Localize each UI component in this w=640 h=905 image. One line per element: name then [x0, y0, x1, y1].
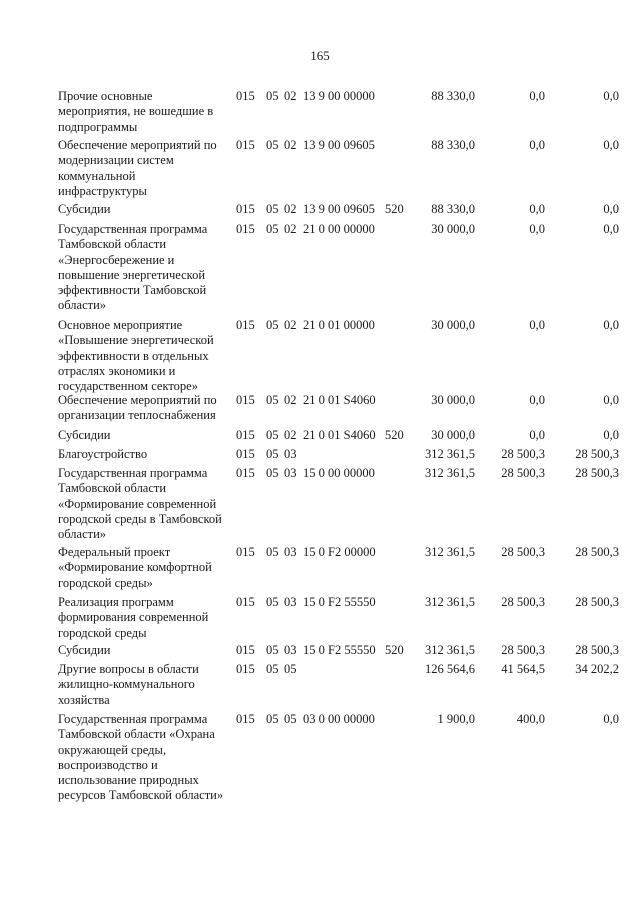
amount-year-1: 1 900,0 — [437, 712, 475, 726]
ministry-code: 015 — [236, 662, 255, 676]
amount-year-3: 0,0 — [603, 712, 619, 726]
subsection-code: 02 — [284, 222, 297, 236]
amount-year-1: 312 361,5 — [425, 447, 475, 461]
row-name-line: Основное мероприятие — [58, 318, 183, 332]
amount-year-2: 28 500,3 — [501, 643, 545, 657]
section-code: 05 — [266, 466, 279, 480]
row-name-line: Тамбовской области «Охрана — [58, 727, 215, 742]
target-article-code: 03 0 00 00000 — [303, 712, 375, 726]
section-code: 05 — [266, 393, 279, 407]
row-name — [58, 202, 236, 217]
section-code: 05 — [266, 447, 279, 461]
row-name-line: Федеральный проект — [58, 545, 171, 559]
amount-year-3: 0,0 — [603, 428, 619, 442]
amount-year-3: 28 500,3 — [575, 595, 619, 609]
amount-year-2: 41 564,5 — [501, 662, 545, 676]
row-name-line: коммунальной — [58, 168, 136, 183]
section-code: 05 — [266, 138, 279, 152]
row-name-line: Государственная программа — [58, 466, 208, 480]
amount-year-2: 0,0 — [529, 393, 545, 407]
row-name — [58, 712, 236, 804]
row-name-line: воспроизводство и — [58, 757, 158, 772]
amount-year-1: 30 000,0 — [431, 318, 475, 332]
target-article-code: 21 0 01 S4060 — [303, 428, 376, 442]
target-article-code: 15 0 00 00000 — [303, 466, 375, 480]
row-name — [58, 428, 236, 443]
row-name-line: формирования современной — [58, 610, 209, 625]
row-name-line: отраслях экономики и — [58, 363, 176, 378]
amount-year-1: 312 361,5 — [425, 466, 475, 480]
row-name-line: Государственная программа — [58, 712, 208, 726]
section-code: 05 — [266, 643, 279, 657]
section-code: 05 — [266, 662, 279, 676]
target-article-code: 21 0 00 00000 — [303, 222, 375, 236]
row-name-line: повышение энергетической — [58, 267, 206, 282]
subsection-code: 02 — [284, 318, 297, 332]
amount-year-3: 0,0 — [603, 89, 619, 103]
row-name-line: окружающей среды, — [58, 742, 167, 757]
amount-year-2: 0,0 — [529, 222, 545, 236]
section-code: 05 — [266, 428, 279, 442]
subsection-code: 03 — [284, 595, 297, 609]
row-name-line: модернизации систем — [58, 153, 174, 168]
row-name — [58, 662, 236, 708]
row-name-line: инфраструктуры — [58, 183, 147, 198]
row-name-line: подпрограммы — [58, 119, 138, 134]
section-code: 05 — [266, 712, 279, 726]
ministry-code: 015 — [236, 222, 255, 236]
expense-type-code: 520 — [385, 643, 404, 657]
expense-type-code: 520 — [385, 428, 404, 442]
target-article-code: 13 9 00 09605 — [303, 138, 375, 152]
ministry-code: 015 — [236, 545, 255, 559]
amount-year-1: 30 000,0 — [431, 222, 475, 236]
amount-year-1: 88 330,0 — [431, 138, 475, 152]
amount-year-3: 0,0 — [603, 138, 619, 152]
amount-year-3: 0,0 — [603, 318, 619, 332]
amount-year-2: 0,0 — [529, 89, 545, 103]
row-name-line: жилищно-коммунального — [58, 677, 195, 692]
ministry-code: 015 — [236, 712, 255, 726]
ministry-code: 015 — [236, 595, 255, 609]
row-name-line: городской среды в Тамбовской — [58, 511, 222, 526]
row-name-line: области» — [58, 298, 107, 313]
row-name-line: городской среды» — [58, 575, 153, 590]
amount-year-1: 312 361,5 — [425, 595, 475, 609]
ministry-code: 015 — [236, 466, 255, 480]
row-name-line: Реализация программ — [58, 595, 174, 609]
amount-year-3: 28 500,3 — [575, 643, 619, 657]
row-name-line: эффективности Тамбовской — [58, 283, 207, 298]
ministry-code: 015 — [236, 138, 255, 152]
target-article-code: 15 0 F2 55550 — [303, 595, 376, 609]
row-name — [58, 222, 236, 314]
ministry-code: 015 — [236, 202, 255, 216]
row-name — [58, 89, 236, 135]
amount-year-2: 400,0 — [516, 712, 545, 726]
row-name-line: Государственная программа — [58, 222, 208, 236]
section-code: 05 — [266, 318, 279, 332]
row-name-line: Другие вопросы в области — [58, 662, 199, 676]
subsection-code: 03 — [284, 643, 297, 657]
row-name — [58, 466, 236, 542]
ministry-code: 015 — [236, 643, 255, 657]
amount-year-1: 30 000,0 — [431, 428, 475, 442]
ministry-code: 015 — [236, 428, 255, 442]
row-name-line: Субсидии — [58, 643, 111, 657]
ministry-code: 015 — [236, 318, 255, 332]
row-name-line: ресурсов Тамбовской области» — [58, 788, 224, 803]
row-name — [58, 447, 236, 462]
row-name-line: Обеспечение мероприятий по — [58, 393, 217, 407]
subsection-code: 02 — [284, 89, 297, 103]
subsection-code: 05 — [284, 712, 297, 726]
row-name-line: «Повышение энергетической — [58, 333, 214, 348]
row-name — [58, 545, 236, 591]
amount-year-3: 0,0 — [603, 222, 619, 236]
row-name-line: хозяйства — [58, 692, 110, 707]
ministry-code: 015 — [236, 393, 255, 407]
amount-year-2: 28 500,3 — [501, 447, 545, 461]
amount-year-1: 312 361,5 — [425, 643, 475, 657]
row-name-line: мероприятия, не вошедшие в — [58, 104, 214, 119]
amount-year-1: 312 361,5 — [425, 545, 475, 559]
amount-year-2: 0,0 — [529, 318, 545, 332]
amount-year-2: 28 500,3 — [501, 545, 545, 559]
target-article-code: 15 0 F2 55550 — [303, 643, 376, 657]
row-name-line: государственном секторе» — [58, 379, 198, 394]
row-name-line: области» — [58, 527, 107, 542]
row-name — [58, 643, 236, 658]
row-name-line: организации теплоснабжения — [58, 408, 216, 423]
row-name — [58, 318, 236, 394]
amount-year-1: 126 564,6 — [425, 662, 475, 676]
page-number: 165 — [310, 48, 330, 63]
subsection-code: 03 — [284, 447, 297, 461]
ministry-code: 015 — [236, 447, 255, 461]
row-name-line: Субсидии — [58, 202, 111, 216]
amount-year-1: 30 000,0 — [431, 393, 475, 407]
amount-year-3: 0,0 — [603, 393, 619, 407]
subsection-code: 02 — [284, 428, 297, 442]
row-name — [58, 393, 236, 424]
section-code: 05 — [266, 595, 279, 609]
row-name-line: Субсидии — [58, 428, 111, 442]
row-name-line: эффективности в отдельных — [58, 348, 209, 363]
target-article-code: 13 9 00 00000 — [303, 89, 375, 103]
ministry-code: 015 — [236, 89, 255, 103]
amount-year-2: 0,0 — [529, 202, 545, 216]
section-code: 05 — [266, 89, 279, 103]
target-article-code: 21 0 01 00000 — [303, 318, 375, 332]
amount-year-3: 28 500,3 — [575, 447, 619, 461]
amount-year-2: 28 500,3 — [501, 466, 545, 480]
row-name — [58, 595, 236, 641]
amount-year-3: 0,0 — [603, 202, 619, 216]
row-name — [58, 138, 236, 199]
amount-year-1: 88 330,0 — [431, 202, 475, 216]
row-name-line: использование природных — [58, 773, 199, 788]
amount-year-2: 0,0 — [529, 428, 545, 442]
amount-year-1: 88 330,0 — [431, 89, 475, 103]
row-name-line: городской среды — [58, 625, 147, 640]
row-name-line: Прочие основные — [58, 89, 153, 103]
row-name-line: Тамбовской области — [58, 481, 167, 496]
amount-year-3: 28 500,3 — [575, 466, 619, 480]
amount-year-2: 0,0 — [529, 138, 545, 152]
subsection-code: 02 — [284, 202, 297, 216]
target-article-code: 21 0 01 S4060 — [303, 393, 376, 407]
section-code: 05 — [266, 545, 279, 559]
row-name-line: «Формирование комфортной — [58, 560, 212, 575]
amount-year-3: 34 202,2 — [575, 662, 619, 676]
section-code: 05 — [266, 222, 279, 236]
row-name-line: Благоустройство — [58, 447, 148, 461]
expense-type-code: 520 — [385, 202, 404, 216]
subsection-code: 02 — [284, 393, 297, 407]
subsection-code: 02 — [284, 138, 297, 152]
row-name-line: «Энергосбережение и — [58, 252, 175, 267]
section-code: 05 — [266, 202, 279, 216]
row-name-line: Обеспечение мероприятий по — [58, 138, 217, 152]
row-name-line: Тамбовской области — [58, 237, 167, 252]
target-article-code: 15 0 F2 00000 — [303, 545, 376, 559]
target-article-code: 13 9 00 09605 — [303, 202, 375, 216]
subsection-code: 03 — [284, 545, 297, 559]
row-name-line: «Формирование современной — [58, 496, 217, 511]
subsection-code: 05 — [284, 662, 297, 676]
amount-year-3: 28 500,3 — [575, 545, 619, 559]
subsection-code: 03 — [284, 466, 297, 480]
amount-year-2: 28 500,3 — [501, 595, 545, 609]
